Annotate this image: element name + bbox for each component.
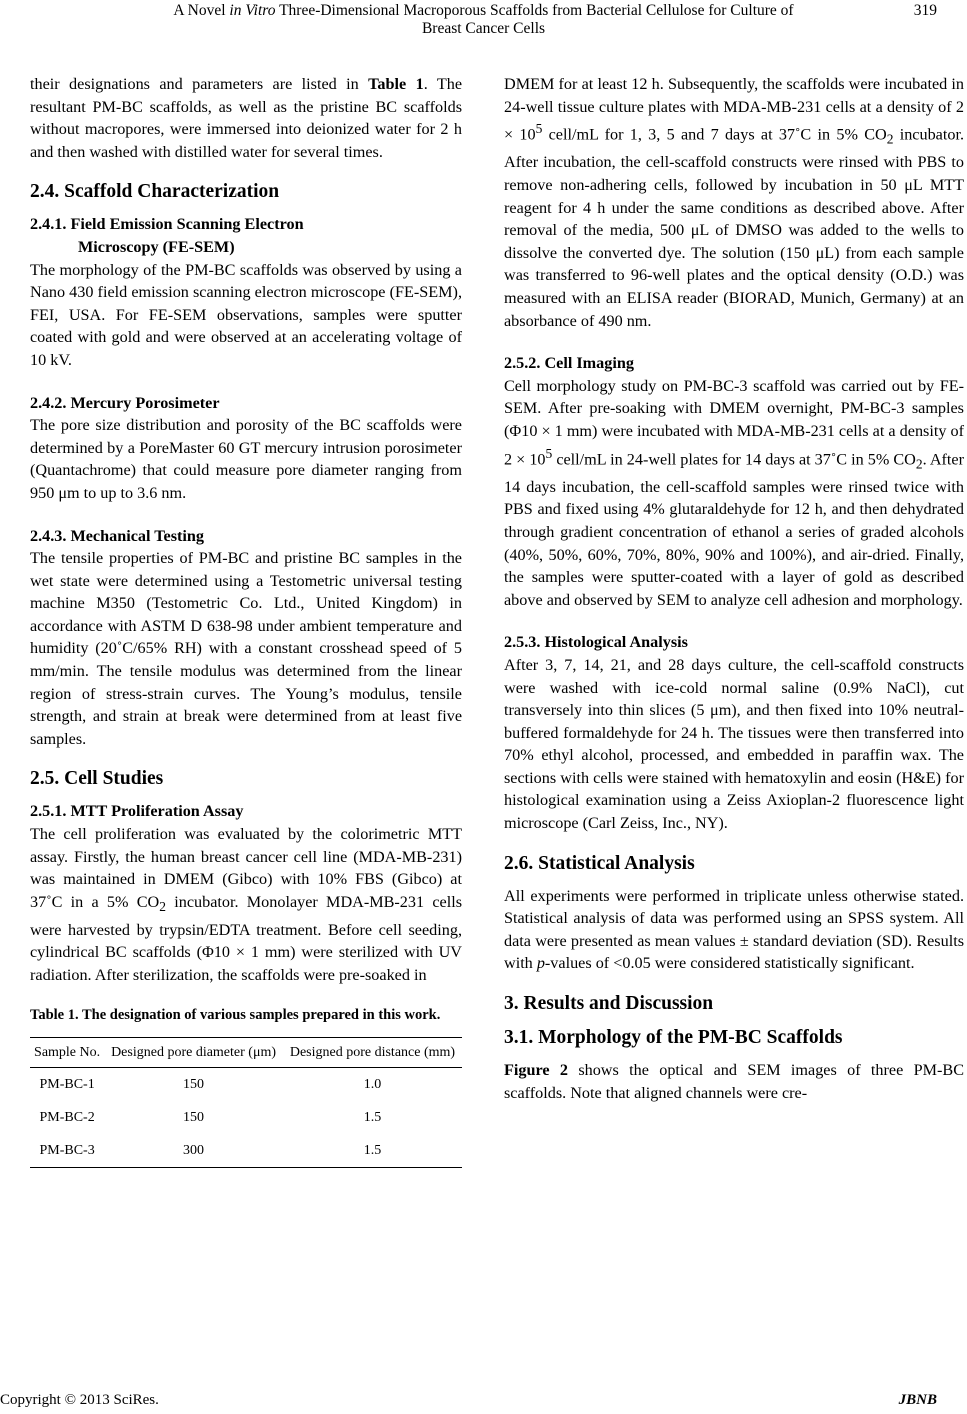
table-cell: PM-BC-3 xyxy=(30,1134,104,1168)
left-column xyxy=(30,73,462,1168)
section-2-5-1-text: The cell proliferation was evaluated by the colorimetric MTT assay. Firstly, the human breast cancer cell line (MDA-MB-231) was maintained in DMEM (Gibco) with 10% FBS (Gibco) at 37˚C in a 5% $CO_2$ incubator. Monolayer MDA-MB-231 cells were harvested by trypsin/EDTA treatment. Before cell seeding, cylindrical BC scaffolds (Φ10 × 1 mm) were sterilized with UV radiation. After sterilization, the scaffolds were pre-soaked in xyxy=(30,825,462,984)
section-3-1-heading: 3.1. Morphology of the PM-BC Scaffolds xyxy=(504,1027,843,1049)
copyright: Copyright © 2013 SciRes. xyxy=(0,1392,159,1408)
intro-paragraph: their designations and parameters are listed in Table 1. The resultant PM-BC scaffolds, as well as the pristine BC scaffolds without macropores, were immersed into deionized water for 2 h and then washed with distilled water for several times. xyxy=(30,75,463,161)
section-3-1-text: Figure 2 shows the optical and SEM images of three PM-BC scaffolds. Note that aligned channels were cre- xyxy=(504,1061,964,1102)
table-cell: 1.5 xyxy=(283,1134,462,1168)
samples-table xyxy=(30,1037,462,1168)
table-cell: 1.5 xyxy=(363,1110,382,1126)
section-2-5-3-text: After 3, 7, 14, 21, and 28 days culture, the cell-scaffold constructs were washed with ice-cold normal saline (0.9% NaCl), cut transversely into thin slices (5 μm), and then fixed into 10% neutral-buffered formaldehyde for 24 h. The tissues were then transferred into 70% ethyl alcohol, processed, and embedded in paraffin wax. The sections with cells were stained with hematoxylin and eosin (H&E) for histological examination using a Zeiss Axioplan-2 fluorescence light microscope (Carl Zeiss, Inc., NY). xyxy=(504,655,964,833)
section-2-4-3-text: The tensile properties of PM-BC and pristine BC samples in the wet state were determined using a Testometric universal testing machine M350 (Testometric Co. Ltd., United Kingdom) in accordance with ASTM D 638-98 under ambient temperature and humidity (20˚C/65% RH) with a constant crosshead speed of 5 mm/min. The tensile modulus was determined from the linear region of stress-strain curves. The Young’s modulus, tensile strength, and strain at break were determined from at least five samples. xyxy=(30,549,462,748)
section-2-5-3-heading: 2.5.3. Histological Analysis xyxy=(504,633,688,652)
section-2-6-text: All experiments were performed in triplicate unless otherwise stated. Statistical analysis of data was performed using an SPSS system. All data were presented as mean values ± standard deviation (SD). Results with p-values of <0.05 were considered statistically significant. xyxy=(504,886,964,973)
section-2-4-2-text: The pore size distribution and porosity of the BC scaffolds were determined by a PoreMaster 60 GT mercury intrusion porosimeter (Quantachrome) that could measure pore diameter ranging from 950 μm to up to 3.6 nm. xyxy=(30,416,462,502)
table-cell: PM-BC-1 xyxy=(39,1077,95,1093)
table-row xyxy=(30,1101,462,1134)
page-number: 319 xyxy=(913,2,937,19)
table-caption: Table 1. The designation of various samples prepared in this work. xyxy=(30,1007,441,1024)
table-row xyxy=(30,1068,462,1102)
section-2-4-3-heading: 2.4.3. Mechanical Testing xyxy=(30,526,205,545)
section-2-6-heading: 2.6. Statistical Analysis xyxy=(504,852,695,874)
section-2-4-heading: 2.4. Scaffold Characterization xyxy=(30,181,280,203)
section-2-5-1-heading: 2.5.1. MTT Proliferation Assay xyxy=(30,802,244,821)
table-header-row xyxy=(30,1038,462,1068)
table-header-cell: Designed pore distance (mm) xyxy=(283,1038,462,1068)
table-cell: 300 xyxy=(104,1134,283,1168)
mtt-continued-paragraph: DMEM for at least 12 h. Subsequently, the scaffolds were incubated in 24-well tissue culture plates with MDA-MB-231 cells at a density of $2 \times 10^5$ cell/mL for 1, 3, 5 and 7 days at 37˚C in 5% $CO_2$ incubator. After incubation, the cell-scaffold constructs were rinsed with PBS to remove non-adhering cells, followed by incubation in 50 μL MTT reagent for 4 h under the same conditions as described above. After removal of the media, 500 μL of DMSO was added to the wells to dissolve the converted dye. The solution (150 μL) from each sample was transferred to 96-well plates and the optical density (O.D.) was measured with an ELISA reader (BIORAD, Munich, Germany) at an absorbance of 490 nm. xyxy=(504,75,964,330)
section-2-4-1-heading: 2.4.1. Field Emission Scanning Electron Microscopy (FE-SEM) xyxy=(30,215,304,256)
section-2-4-2-heading: 2.4.2. Mercury Porosimeter xyxy=(30,393,220,412)
section-2-5-heading: 2.5. Cell Studies xyxy=(30,768,164,790)
journal-abbreviation: JBNB xyxy=(898,1392,937,1408)
right-column xyxy=(504,73,964,1104)
section-2-4-1-text: The morphology of the PM-BC scaffolds was observed by using a Nano 430 field emission scanning electron microscope (FE-SEM), FEI, USA. For FE-SEM observations, samples were sputter coated with gold and were observed at an accelerating voltage of 10 kV. xyxy=(30,260,462,369)
table-row xyxy=(30,1134,462,1168)
section-3-heading: 3. Results and Discussion xyxy=(504,993,714,1015)
section-2-5-2-heading: 2.5.2. Cell Imaging xyxy=(504,354,634,373)
running-title-line1: A Novel in Vitro Three-Dimensional Macroporous Scaffolds from Bacterial Cellulose for Culture of xyxy=(173,2,794,19)
table-cell: 1.0 xyxy=(363,1077,382,1093)
table-cell: 150 xyxy=(183,1077,205,1093)
table-cell: PM-BC-2 xyxy=(39,1110,95,1126)
running-header xyxy=(0,0,967,48)
table-header-cell: Designed pore diameter (μm) xyxy=(104,1038,283,1068)
table-header-cell: Sample No. xyxy=(30,1038,104,1068)
section-2-5-2-text: Cell morphology study on PM-BC-3 scaffold was carried out by FE-SEM. After pre-soaking with DMEM overnight, PM-BC-3 samples (Φ10 × 1 mm) were incubated with MDA-MB-231 cells at a density of $2 \times 10^5$ cell/mL in 24-well plates for 14 days at 37˚C in 5% $CO_2$. After 14 days incubation, the cell-scaffold samples were rinsed twice with PBS and fixed using 4% glutaraldehyde for 12 h, and then dehydrated through gradient concentration of ethanol a series of graded alcohols (40%, 50%, 60%, 70%, 80%, 90% and 100%), and air-dried. Finally, the samples were sputter-coated with a layer of gold as described above and observed by SEM to analyze cell adhesion and morphology. xyxy=(504,376,964,609)
table-cell: 150 xyxy=(183,1110,205,1126)
running-title-line2: Breast Cancer Cells xyxy=(421,20,546,37)
